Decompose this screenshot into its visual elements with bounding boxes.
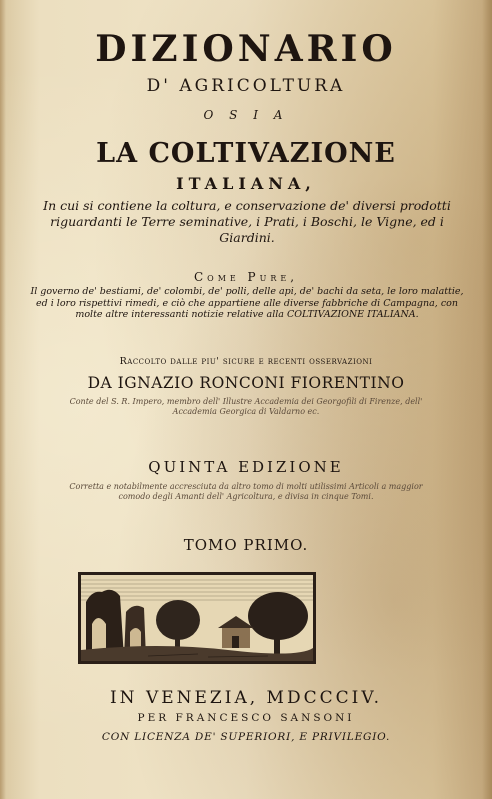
compiled-from-line: Raccolto dalle piu' sicure e recenti osservazioni (119, 356, 373, 367)
main-title: LA COLTIVAZIONE (96, 138, 396, 169)
edition-notes: Corretta e notabilmente accresciuta da altro tomo di molti utilissimi Articoli a maggior comodo degli Amanti dell' Agricoltura, e divisa in cinque Tomi. (69, 482, 423, 501)
volume-label: TOMO PRIMO. (183, 536, 309, 554)
imprint-place-date: IN VENEZIA, MDCCCIV. (109, 688, 383, 708)
woodcut-landscape-image (78, 572, 316, 664)
book-title: DIZIONARIO (95, 28, 397, 70)
title-connector: O S I A (203, 108, 289, 122)
edition-label: QUINTA EDIZIONE (148, 458, 344, 476)
author-credits: Conte del S. R. Impero, membro dell' Illustre Accademia dei Georgofili di Firenze, dell' Accademia Georgica di Valdarno ec. (69, 397, 423, 416)
come-pure-heading: Come Pure, (193, 270, 299, 284)
contents-description-extended: Il governo de' bestiami, de' colombi, de' polli, delle api, de' bachi da seta, le loro malattie, ed i loro rispettivi rimedi, e ciò che appartiene alle diverse fabbriche di Campagna, con molte altre interessanti notizie relative alla COLTIVAZIONE ITALIANA. (30, 286, 464, 320)
contents-description: In cui si contiene la coltura, e conservazione de' diversi prodotti riguardanti le Terre seminative, i Prati, i Boschi, le Vigne, ed i Giardini. (43, 198, 451, 245)
license-line: CON LICENZA DE' SUPERIORI, E PRIVILEGIO. (101, 731, 391, 743)
book-subtitle: D' AGRICOLTURA (146, 76, 346, 96)
main-title-second-line: ITALIANA, (176, 174, 316, 193)
publisher-line: PER FRANCESCO SANSONI (137, 712, 355, 724)
author-name: DA IGNAZIO RONCONI FIORENTINO (87, 374, 405, 392)
